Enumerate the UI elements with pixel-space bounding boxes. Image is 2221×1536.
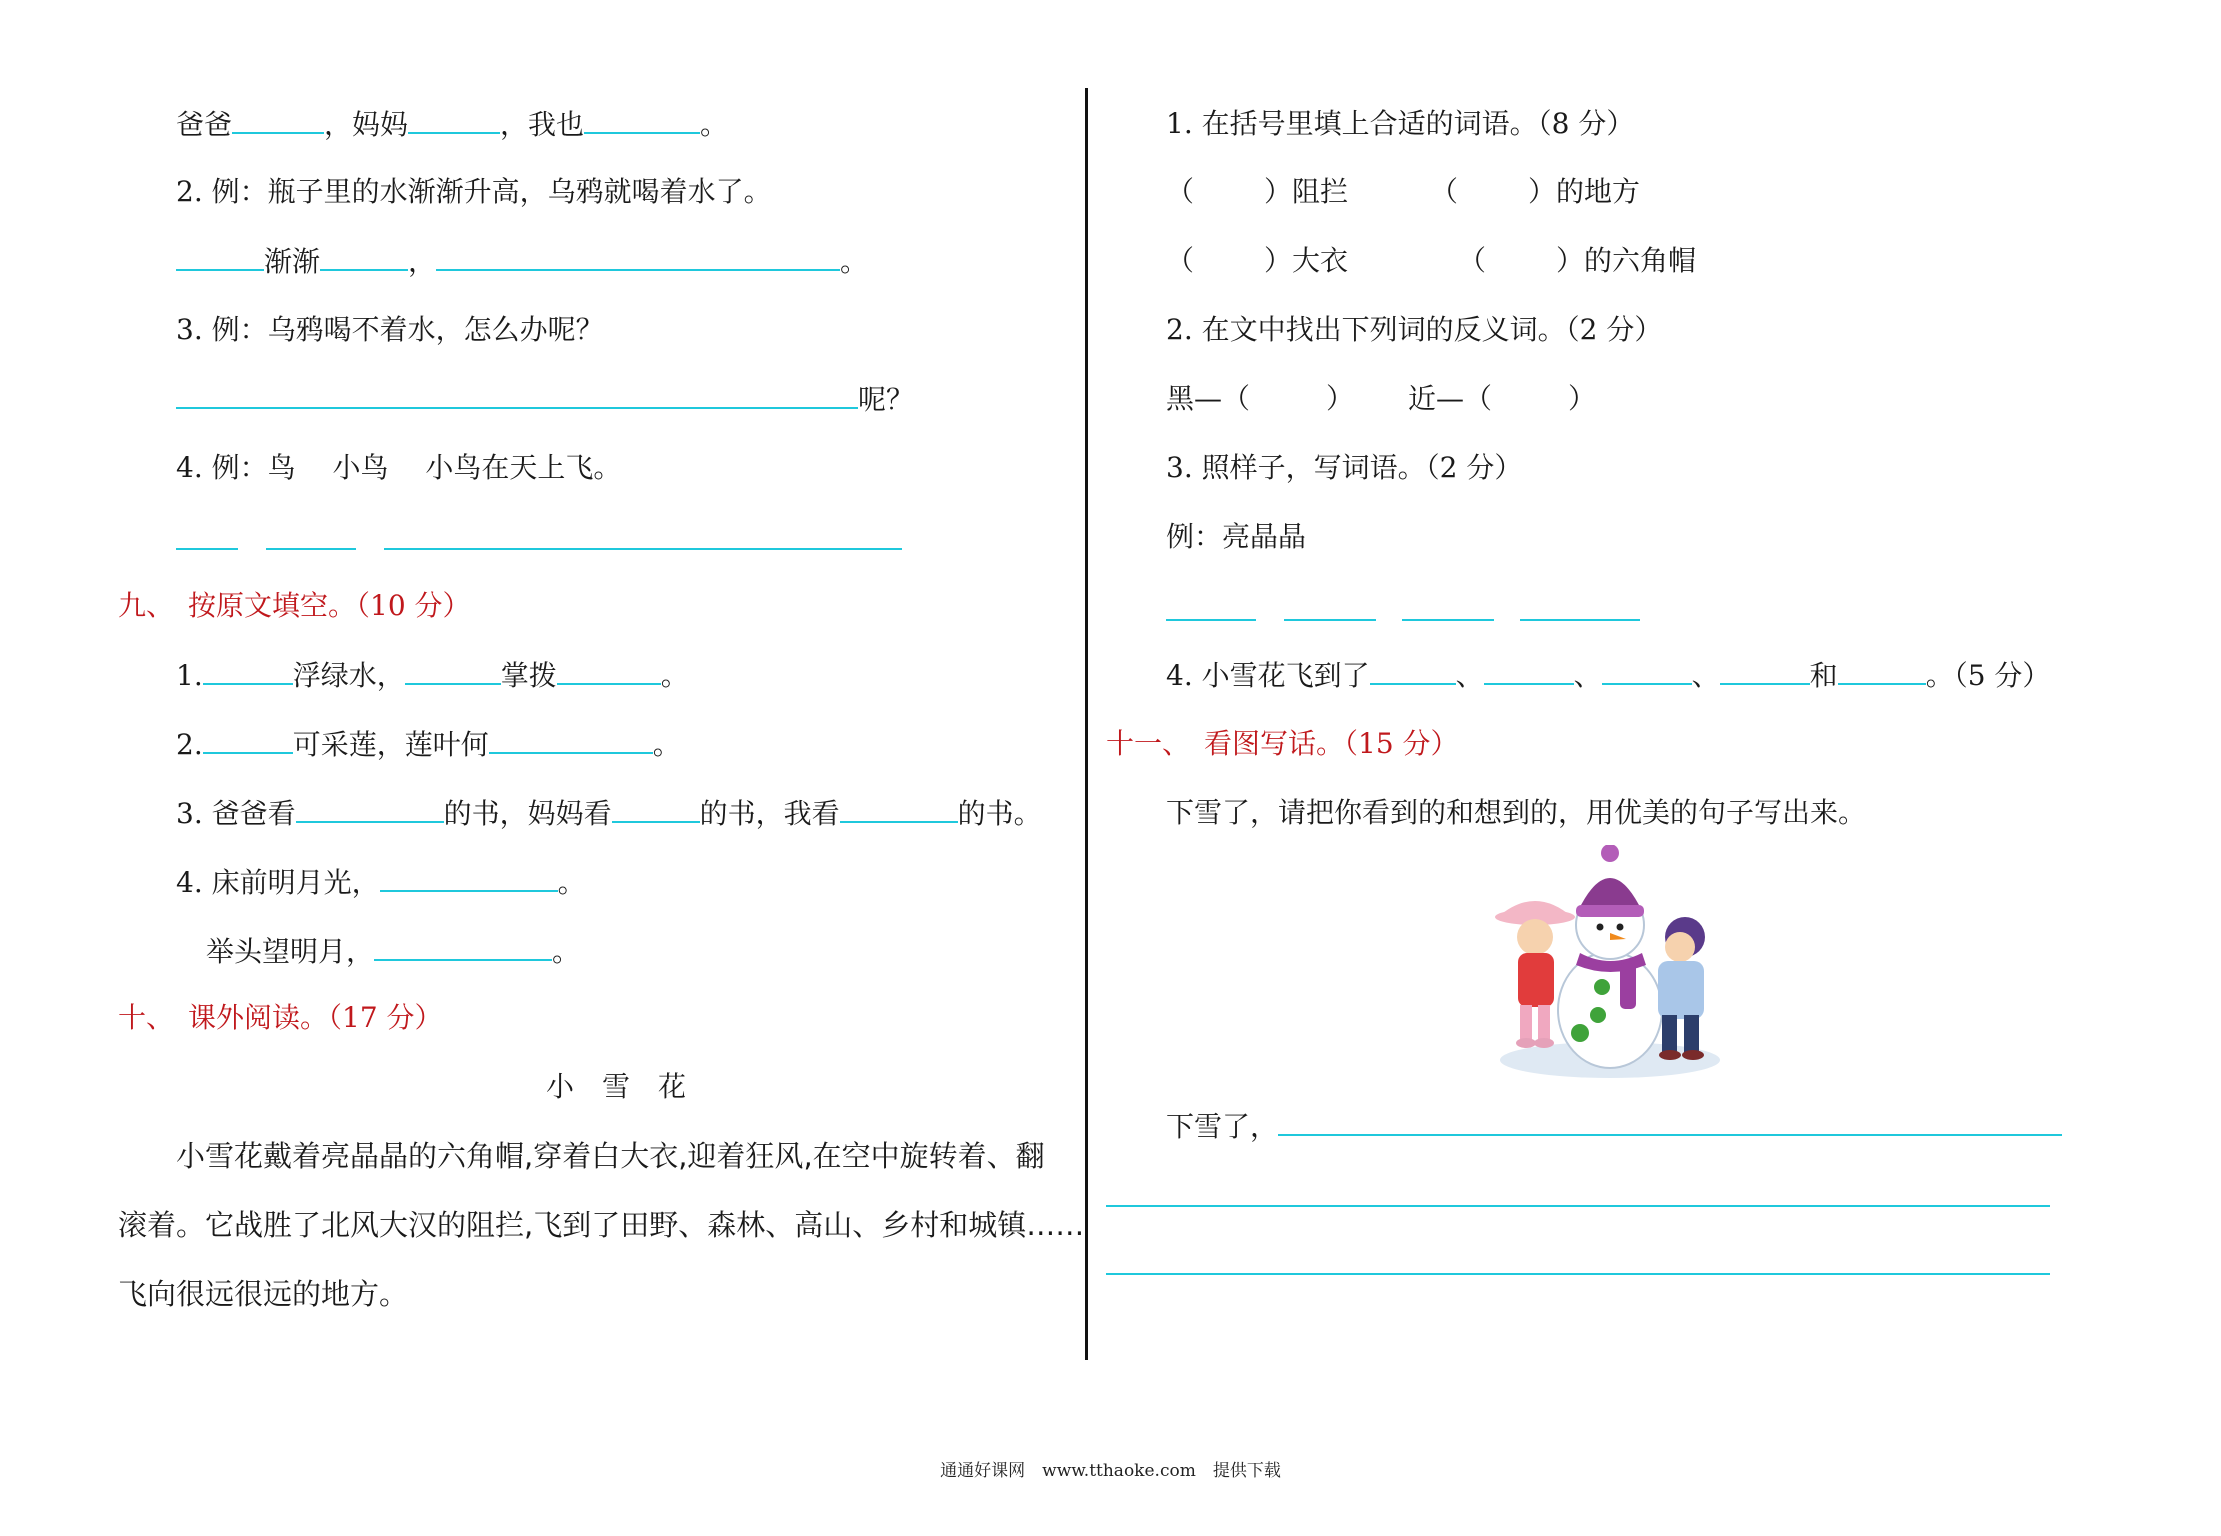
blank[interactable] <box>384 548 902 550</box>
boy-leg <box>1662 1015 1677 1053</box>
blank[interactable] <box>1402 619 1494 621</box>
blank[interactable] <box>176 548 238 550</box>
blank[interactable] <box>405 655 501 685</box>
r-item2: 2. 在文中找出下列词的反义词。（2 分） <box>1166 313 1663 346</box>
writing-blank[interactable] <box>1278 1106 2062 1136</box>
r-row-brackets1: （ ）阻拦 （ ）的地方 <box>1166 175 1641 208</box>
q8-row2: 渐渐 ， 。 <box>176 241 868 282</box>
blank[interactable] <box>612 793 700 823</box>
q9-line3: 3. 爸爸看 的书，妈妈看 的书，我看 的书。 <box>176 793 1042 834</box>
boy-boot <box>1682 1050 1704 1060</box>
section-11-heading: 十一、 看图写话。（15 分） <box>1106 727 1459 760</box>
snowman-button <box>1594 979 1610 995</box>
snowman-hat-pompom <box>1601 845 1619 862</box>
girl-face <box>1517 919 1553 955</box>
boy-coat <box>1658 961 1704 1019</box>
snowman-button <box>1590 1007 1606 1023</box>
q9-line1: 1. 浮绿水， 掌拨 。 <box>176 655 689 696</box>
blank[interactable] <box>203 724 293 754</box>
boy-face <box>1665 932 1695 962</box>
q8-item3: 3. 例：乌鸦喝不着水，怎么办呢？ <box>176 313 604 346</box>
q9-line5: 举头望明月， 。 <box>206 931 580 972</box>
girl-leg <box>1538 1005 1550 1041</box>
blank[interactable] <box>374 931 552 961</box>
writing-blank[interactable] <box>1106 1273 2050 1275</box>
girl-boot <box>1516 1038 1536 1048</box>
story-paragraph-line3: 飞向很远很远的地方。 <box>118 1277 409 1311</box>
blank[interactable] <box>1838 655 1926 685</box>
q8-item2: 2. 例：瓶子里的水渐渐升高，乌鸦就喝着水了。 <box>176 175 772 208</box>
blank[interactable] <box>380 862 558 892</box>
blank[interactable] <box>176 379 858 409</box>
blank[interactable] <box>436 241 840 271</box>
girl-coat <box>1518 953 1554 1007</box>
blank[interactable] <box>1370 655 1456 685</box>
r-antonyms: 黑—（ ） 近—（ ） <box>1166 382 1597 415</box>
blank[interactable] <box>489 724 653 754</box>
story-title: 小 雪 花 <box>546 1070 687 1103</box>
section-10-heading: 十、 课外阅读。（17 分） <box>118 1001 443 1034</box>
r-row-brackets2: （ ）大衣 （ ）的六角帽 <box>1166 244 1697 277</box>
q9-line2: 2. 可采莲，莲叶何 。 <box>176 724 681 765</box>
blank[interactable] <box>176 241 264 271</box>
section-9-heading: 九、 按原文填空。（10 分） <box>118 589 471 622</box>
r-item4: 4. 小雪花飞到了 、 、 、 和 。（5 分） <box>1166 655 2050 696</box>
blank[interactable] <box>1720 655 1810 685</box>
boy-boot <box>1659 1050 1681 1060</box>
blank[interactable] <box>1166 619 1256 621</box>
r-example: 例：亮晶晶 <box>1166 520 1307 553</box>
girl-boot <box>1534 1038 1554 1048</box>
blank[interactable] <box>320 241 408 271</box>
blank[interactable] <box>1284 619 1376 621</box>
blank[interactable] <box>1484 655 1574 685</box>
footer-credit: 通通好课网 www.tthaoke.com 提供下载 <box>940 1461 1281 1481</box>
story-paragraph-line1: 小雪花戴着亮晶晶的六角帽,穿着白大衣,迎着狂风,在空中旋转着、翻 <box>176 1139 1045 1173</box>
snowman-children-illustration <box>1480 845 1730 1085</box>
blank[interactable] <box>840 793 958 823</box>
snowman-button <box>1571 1024 1589 1042</box>
blank[interactable] <box>266 548 356 550</box>
snowman-eye <box>1597 924 1604 931</box>
r-item3: 3. 照样子，写词语。（2 分） <box>1166 451 1523 484</box>
writing-start: 下雪了， <box>1166 1106 2062 1147</box>
snowman-eye <box>1617 924 1624 931</box>
blank[interactable] <box>232 104 324 134</box>
blank[interactable] <box>203 655 293 685</box>
writing-prompt: 下雪了，请把你看到的和想到的，用优美的句子写出来。 <box>1166 796 1867 829</box>
snowman-scarf-tail <box>1620 963 1636 1009</box>
column-divider <box>1085 88 1088 1360</box>
boy-leg <box>1684 1015 1699 1053</box>
blank[interactable] <box>584 104 700 134</box>
blank[interactable] <box>1520 619 1640 621</box>
q8-item4: 4. 例：鸟 小鸟 小鸟在天上飞。 <box>176 451 622 484</box>
girl-leg <box>1520 1005 1532 1041</box>
story-paragraph-line2: 滚着。它战胜了北风大汉的阻拦,飞到了田野、森林、高山、乡村和城镇…… <box>118 1208 1085 1242</box>
snowman-hat-band <box>1576 905 1644 917</box>
q9-line4: 4. 床前明月光， 。 <box>176 862 586 903</box>
q8-row3: 呢？ <box>176 379 914 420</box>
q8-row1: 爸爸 ，妈妈 ，我也 。 <box>176 104 728 145</box>
writing-blank[interactable] <box>1106 1205 2050 1207</box>
blank[interactable] <box>1602 655 1692 685</box>
blank[interactable] <box>408 104 500 134</box>
blank[interactable] <box>296 793 444 823</box>
r-item1: 1. 在括号里填上合适的词语。（8 分） <box>1166 107 1635 140</box>
blank[interactable] <box>557 655 661 685</box>
